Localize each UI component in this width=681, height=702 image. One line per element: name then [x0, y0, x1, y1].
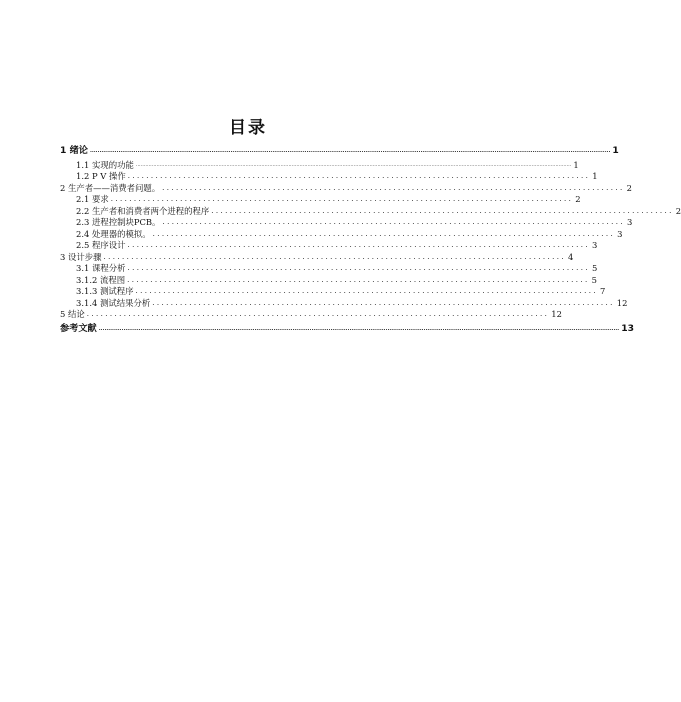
toc-entry-label: 1 绪论 [60, 145, 88, 156]
toc-entry-label: 2.5 程序设计 [76, 240, 126, 250]
dot-leader: .................................................................................................... [103, 252, 567, 261]
dot-leader: .................................................................................................................................................................................................................................................................................. [135, 161, 572, 168]
toc-entry-2[interactable] [60, 182, 632, 194]
toc-entry-page: 2 [575, 194, 581, 204]
dot-leader: .................................................................................................... [127, 172, 591, 180]
dot-leader: .................................................................................................... [211, 206, 674, 215]
toc-entry-label: 2.3 进程控制块PCB。 [76, 217, 161, 227]
toc-entry-page: 5 [592, 263, 598, 273]
toc-entry-3[interactable] [60, 251, 574, 263]
toc-entry-label: 1.1 实现的功能 [76, 159, 134, 170]
toc-entry-label: 5 结论 [60, 309, 85, 319]
toc-entry-page: 3 [626, 217, 633, 227]
toc-entry-label: 参考文献 [60, 323, 97, 334]
toc-entry-label: 3.1.4 测试结果分析 [76, 297, 151, 308]
dot-leader: .................................................................................................... [152, 298, 615, 307]
toc-entry-label: 3.1.2 流程图 [76, 274, 126, 285]
toc-entry-3-1[interactable] [60, 263, 598, 275]
toc-title: 目录 [229, 118, 267, 138]
toc-entry-page: 12 [551, 309, 562, 319]
toc-entry-page: 4 [568, 251, 574, 262]
dot-leader: .................................................................................................... [135, 287, 598, 295]
toc-entry-page: 1 [612, 145, 619, 156]
toc-entry-2-5[interactable] [60, 240, 598, 252]
toc-entry-label: 3.1.3 测试程序 [76, 286, 134, 296]
dot-leader: .................................................................................................... [110, 195, 574, 203]
toc-entry-page: 13 [621, 323, 634, 334]
toc-entry-page: 3 [617, 228, 623, 239]
toc-entry-page: 2 [675, 205, 681, 216]
toc-entry-3-1-2[interactable] [60, 274, 597, 286]
toc-entry-page: 7 [600, 286, 606, 296]
toc-entry-2-2[interactable] [60, 205, 681, 217]
toc-entry-label: 2.2 生产者和消费者两个进程的程序 [76, 205, 210, 216]
toc-entry-references[interactable] [60, 322, 634, 335]
toc-entry-page: 1 [573, 159, 579, 170]
toc-entry-label: 2.4 处理器的模拟。 [76, 228, 151, 239]
toc-entry-page: 3 [592, 240, 598, 250]
dot-leader: .................................................................................................... [127, 241, 590, 249]
dot-leader: .................................................................................................... [152, 229, 616, 238]
toc-entry-page: 1 [592, 171, 598, 181]
dot-leader: .................................................................................................................................................................................................................................................................................. [89, 148, 611, 154]
toc-entry-2-1[interactable] [60, 194, 581, 206]
toc-entry-1-2[interactable] [60, 171, 598, 183]
toc-entry-3-1-3[interactable] [60, 286, 606, 298]
toc-entry-1[interactable] [60, 144, 619, 157]
dot-leader: .................................................................................................................................................................................................................................................................................. [98, 326, 620, 332]
dot-leader: .................................................................................................... [162, 183, 625, 192]
dot-leader: .................................................................................................... [127, 275, 590, 284]
toc-entry-label: 2 生产者——消费者问题。 [60, 182, 161, 193]
toc-entry-label: 3.1 课程分析 [76, 263, 126, 273]
dot-leader: .................................................................................................... [86, 310, 550, 318]
dot-leader: .................................................................................................... [127, 264, 590, 272]
dot-leader: .................................................................................................... [162, 218, 625, 226]
toc-entry-page: 5 [591, 274, 597, 285]
toc-entry-page: 2 [626, 182, 632, 193]
toc-entry-5[interactable] [60, 309, 562, 321]
toc-entry-2-3[interactable] [60, 217, 633, 229]
table-of-contents [60, 144, 681, 335]
toc-entry-1-1[interactable] [60, 159, 579, 171]
toc-entry-label: 1.2 P V 操作 [76, 171, 126, 181]
toc-entry-3-1-4[interactable] [60, 297, 628, 309]
toc-entry-label: 2.1 要求 [76, 194, 109, 204]
toc-entry-label: 3 设计步骤 [60, 251, 102, 262]
toc-entry-2-4[interactable] [60, 228, 623, 240]
toc-entry-page: 12 [616, 297, 628, 308]
